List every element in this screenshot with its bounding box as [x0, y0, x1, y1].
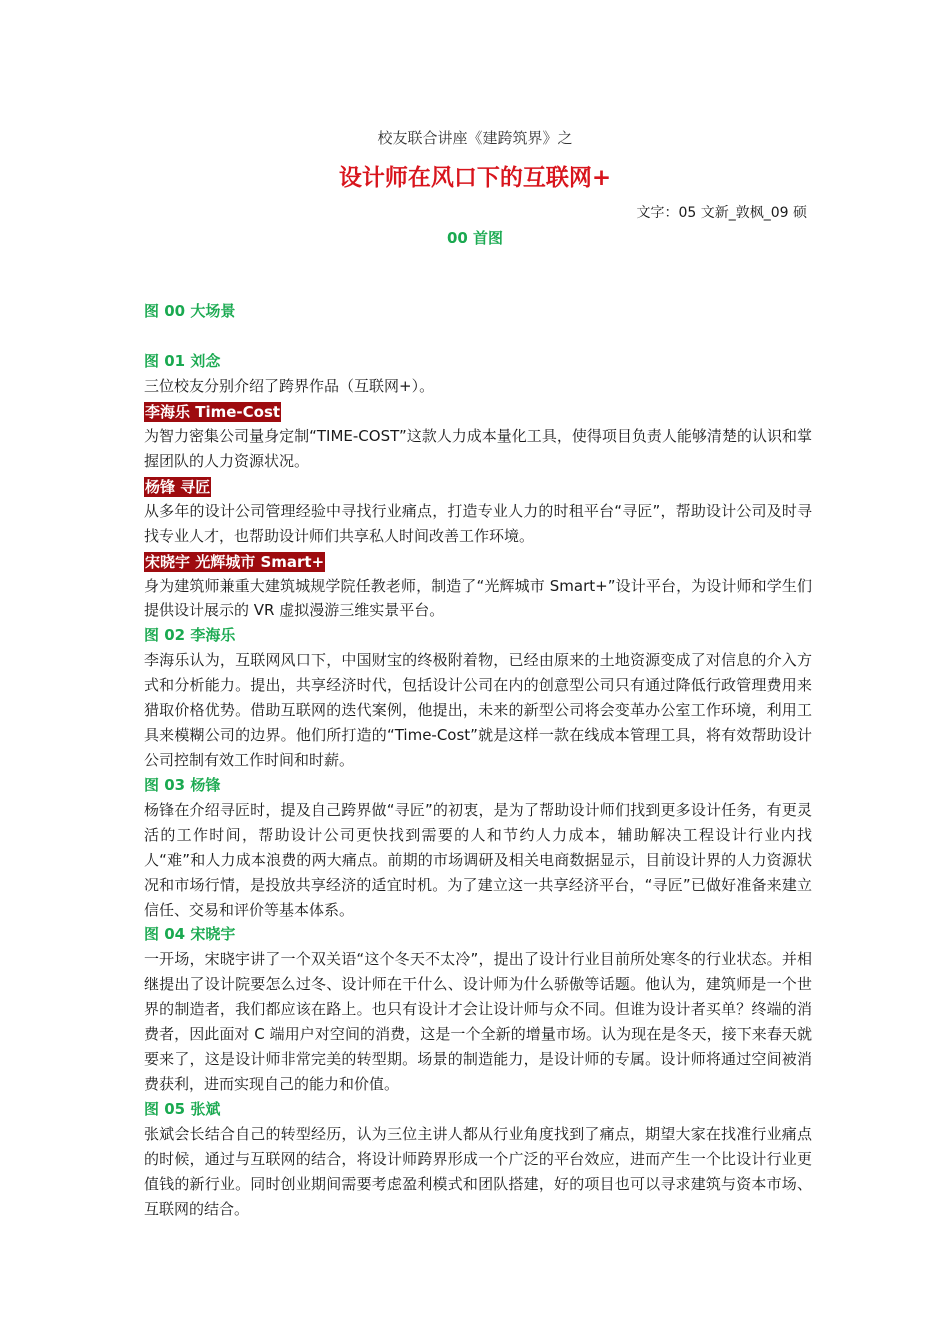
section-paragraph: 一开场，宋晓宇讲了一个双关语“这个冬天不太冷”，提出了设计行业目前所处寒冬的行业状态。并相继提出了设计院要怎么过冬、设计师在干什么、设计师为什么骄傲等话题。他认为，建筑师是一个世界的制造者，我们都应该在路上。也只有设计才会让设计师与众不同。但谁为设计者买单？终端的消费者，因此面对 C 端用户对空间的消费，这是一个全新的增量市场。认为现在是冬天，接下来春天就要来了，这是设计师非常完美的转型期。场景的制造能力，是设计师的专属。设计师将通过空间被消费获利，进而实现自己的能力和价值。: [144, 950, 812, 1093]
article-body: [144, 299, 812, 1221]
figure-caption-03: 图 03 杨锋: [144, 775, 221, 794]
intro-paragraph: 三位校友分别介绍了跨界作品（互联网+）。: [144, 377, 435, 395]
work-description: 从多年的设计公司管理经验中寻找行业痛点，打造专业人力的时租平台“寻匠”，帮助设计公司及时寻找专业人才，也帮助设计师们共享私人时间改善工作环境。: [144, 501, 812, 545]
figure-caption-04: 图 04 宋晓宇: [144, 925, 236, 944]
work-tag-smart-plus: 宋晓宇 光辉城市 Smart+: [145, 552, 325, 571]
spacer: [144, 324, 812, 349]
work-description: 身为建筑师兼重大建筑城规学院任教老师，制造了“光辉城市 Smart+”设计平台，为设计师和学生们提供设计展示的 VR 虚拟漫游三维实景平台。: [144, 576, 812, 620]
article-title: 设计师在风口下的互联网+: [338, 165, 612, 191]
series-title: 校友联合讲座《建跨筑界》之: [377, 129, 573, 147]
work-heading-row: [144, 474, 812, 499]
figure-caption-01: 图 01 刘念: [144, 352, 221, 370]
section-paragraph: 杨锋在介绍寻匠时，提及自己跨界做“寻匠”的初衷，是为了帮助设计师们找到更多设计任务，有更灵活的工作时间，帮助设计公司更快找到需要的人和节约人力成本，辅助解决工程设计行业内找人“难”和人力成本浪费的两大痛点。前期的市场调研及相关电商数据显示，目前设计界的人力资源状况和市场行情，是投放共享经济的适宜时机。为了建立这一共享经济平台，“寻匠”已做好准备来建立信任、交易和评价等基本体系。: [144, 800, 812, 919]
work-tag-time-cost: 李海乐 Time-Cost: [145, 402, 281, 421]
author-credit: 文字：05 文新_敦枫_09 硕: [636, 205, 807, 221]
work-tag-xunjiang: 杨锋 寻匠: [145, 477, 211, 496]
section-paragraph: 张斌会长结合自己的转型经历，认为三位主讲人都从行业角度找到了痛点，期望大家在找准行业痛点的时候，通过与互联网的结合，将设计师跨界形成一个广泛的平台效应，进而产生一个比设计行业更值钱的新行业。同时创业期间需要考虑盈利模式和团队搭建，好的项目也可以寻求建筑与资本市场、互联网的结合。: [144, 1124, 812, 1218]
section-paragraph: 李海乐认为，互联网风口下，中国财宝的终极附着物，已经由原来的土地资源变成了对信息的介入方式和分析能力。提出，共享经济时代，包括设计公司在内的创意型公司只有通过降低行政管理费用来猎取价格优势。借助互联网的迭代案例，他提出，未来的新型公司将会变革办公室工作环境，利用工具来模糊公司的边界。他们所打造的“Time-Cost”就是这样一款在线成本管理工具，将有效帮助设计公司控制有效工作时间和时薪。: [144, 651, 812, 769]
work-heading-row: [144, 549, 812, 574]
figure-caption-05: 图 05 张斌: [144, 1099, 221, 1118]
work-description: 为智力密集公司量身定制“TIME-COST”这款人力成本量化工具，使得项目负责人能够清楚的认识和掌握团队的人力资源状况。: [144, 426, 812, 470]
figure-caption-00: 图 00 大场景: [144, 302, 236, 320]
figure-caption-02: 图 02 李海乐: [144, 626, 236, 645]
figure-caption-00-cover: 00 首图: [446, 229, 504, 247]
work-heading-row: [144, 399, 812, 424]
